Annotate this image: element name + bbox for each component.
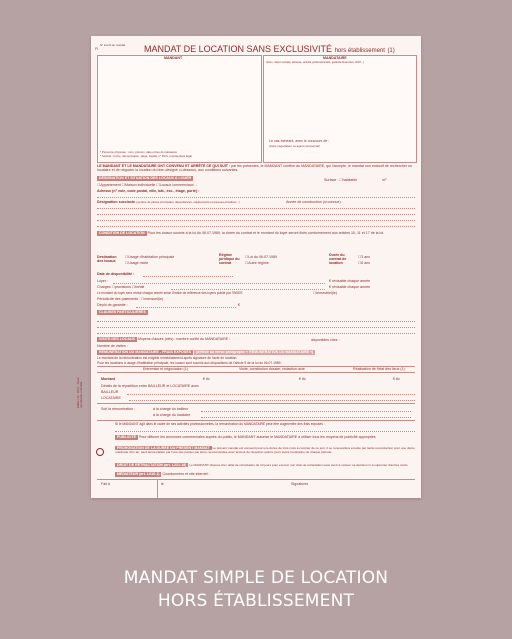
conditions-text: Pour les locaux soumis à la loi du 06.07.1989, la durée du contrat et le montant du loyer seront fixés conformément aux articles 10, 11 et 17 de la loi. (147, 231, 385, 235)
rem-other-label: Soit la rémunération : (101, 407, 136, 411)
rem-locataire: LOCATAIRE (101, 396, 121, 400)
checkbox-icon[interactable]: ☐ (125, 261, 129, 265)
m2-unit: m² (382, 178, 387, 182)
check-other: ... (194, 183, 198, 187)
mandate-form-sheet (76, 36, 421, 498)
duration-label: Durée du contrat de location (329, 253, 347, 266)
renewal-text: Le présent mandat est consenti pour une durée de trois mois à compter de ce jour. Il se renouvellera ensuite par tacite reconduction pour une durée maximale d'un an, sauf dénonciation par l'une des parties par lettre recommandée avec accusé de réception quinze jours avant l'expiration de chaque période. (115, 446, 415, 454)
form-title-footnote: (1) (387, 48, 395, 54)
visits-row (97, 337, 230, 342)
retraction-text: Le MANDANT dispose d'un délai de rétractation de 14 jours pour exercer son droit de rétractation sans avoir à motiver sa décision ni à supporter d'autres coûts. (189, 463, 409, 467)
visits-keys: Nombre de visites : (97, 344, 128, 348)
three-years[interactable] (358, 255, 370, 259)
rem-owner-line[interactable] (201, 411, 411, 412)
rem-ttc-1: € ttc (203, 377, 210, 381)
rem-locataire-line[interactable] (129, 400, 415, 401)
made-at-label: Fait à (101, 482, 110, 486)
caption-line-2: HORS ÉTABLISSEMENT (157, 591, 355, 611)
checkbox-icon[interactable]: ☐ (111, 285, 115, 289)
rem-bailleur: BAILLEUR (101, 390, 119, 394)
retraction-bar: DROIT DE RÉTRACTATION (art. L221-18) (117, 463, 187, 467)
year-label: Année de construction (si connue) : (286, 200, 343, 204)
forfait-label: forfait (135, 285, 145, 289)
availability-line[interactable] (143, 276, 233, 277)
remuneration-note: (définie au verso paragraphe « RÉMUNÉRATION DU MANDATAIRE ») (196, 350, 314, 354)
pro-note: Si le MANDANT agit dans le cadre de ses activités professionnelles, la rémunération du MANDATAIRE peut être augmentée des frais exposés : (115, 422, 325, 426)
three-years-label: 3 ans (361, 255, 371, 259)
mediator-text: Coordonnées et site internet : (162, 472, 210, 476)
loi-1989[interactable] (245, 255, 277, 259)
renewal-bar: PROROGATION DE LA DURÉE DU PRÉSENT MANDAT (117, 446, 210, 450)
form-title-main: MANDAT DE LOCATION SANS EXCLUSIVITÉ (144, 44, 333, 54)
checkbox-icon[interactable]: ☐ (245, 261, 249, 265)
rem-ttc-2: € ttc (299, 377, 306, 381)
designation-bar: DÉSIGNATION ET SITUATION DES LOCAUX À LOUER (99, 176, 192, 180)
periodicity-row[interactable] (97, 297, 163, 301)
conditions-paragraph (97, 231, 415, 236)
pro-note-line[interactable] (115, 431, 415, 432)
rent-label: Loyer : (97, 279, 108, 283)
designation-checks[interactable] (97, 183, 198, 187)
rem-tenant-share: à la charge du locataire (153, 413, 191, 417)
deposit-line[interactable] (136, 307, 236, 308)
rem-sep (97, 420, 415, 421)
rem-table-bottom (97, 403, 415, 404)
checkbox-icon[interactable]: ☐ (339, 178, 343, 182)
remuneration-header (97, 350, 315, 355)
rent-line[interactable] (113, 283, 325, 284)
mandataire-bottom-sub: (Autre négociateur ou agent commercial) (269, 144, 320, 148)
index-period[interactable] (313, 291, 337, 295)
rem-owner-share: à la charge du bailleur (153, 407, 189, 411)
charges-line[interactable] (171, 289, 325, 290)
mandataire-hint: (Nom, raison sociale, adresse, activité professionnelle, garantie financière, RCP...) (266, 61, 364, 64)
signature-sep (97, 479, 415, 480)
charges-row[interactable] (97, 285, 144, 289)
charges-revision (329, 285, 370, 289)
checkbox-icon[interactable]: ☐ (97, 183, 101, 187)
usage-main-label: Usage d'habitation principale (128, 255, 175, 259)
details-line-2[interactable] (97, 214, 415, 215)
remuneration-bar: RÉMUNÉRATION DU MANDATAIRE - FRAIS EXPOSÉS (99, 350, 192, 354)
six-years[interactable] (358, 261, 370, 265)
check-house: Maison individuelle (125, 183, 156, 187)
renewal-paragraph (115, 446, 415, 461)
euro-unit: € (329, 285, 331, 289)
form-title-suffix: hors établissement (334, 48, 385, 54)
visits-bar: VISITE DES LOCAUX (99, 337, 135, 341)
mandant-hint-1: * Personne physique : nom, prénom, date et lieu de naissance (100, 150, 178, 154)
regime-label: Régime juridique du contrat (219, 253, 240, 266)
mandant-box[interactable] (97, 55, 262, 163)
charges-revision-label: révisable chaque année (332, 285, 371, 289)
usage-main[interactable] (125, 255, 174, 259)
other-regime[interactable] (245, 261, 269, 265)
checkbox-icon[interactable]: ☐ (141, 297, 145, 301)
publicity-bar: PUBLICITÉ (117, 435, 136, 439)
remuneration-line-1: Le montant de la rémunération est exigible immédiatement après signature de l'acte de location. (97, 356, 238, 360)
periodicity-label: Périodicité des paiements : (97, 297, 141, 301)
monthly-label: mensuel(le) (144, 297, 164, 301)
details-line-3[interactable] (97, 220, 415, 221)
euro-unit: € (329, 279, 331, 283)
caption-line-1: MANDAT SIMPLE DE LOCATION (123, 568, 389, 588)
publisher-logo-icon (96, 448, 104, 456)
corner-label: N° inscrit au mandat (100, 43, 126, 47)
clauses-line-3[interactable] (97, 333, 415, 334)
publicity-row (115, 435, 415, 440)
on-date: le (161, 482, 164, 486)
quarterly-label: trimestriel(le) (316, 291, 337, 295)
details-label: Désignation succincte (97, 200, 136, 204)
surface-field[interactable] (324, 178, 386, 182)
clauses-line-1[interactable] (97, 321, 415, 322)
address-line[interactable] (97, 197, 415, 198)
visits-text: Moyens d'accès (clés) : nombre confié au MANDATAIRE : (137, 337, 231, 341)
special-clauses-bar: CLAUSES PARTICULIÈRES (99, 310, 146, 314)
checkbox-icon[interactable]: ☐ (358, 261, 362, 265)
mandant-hint-2: * Société : forme, dénomination, siège, capital, n° RCS, représentant légal (100, 154, 192, 158)
made-at-row[interactable] (101, 482, 110, 486)
rent-revision (329, 279, 370, 283)
remuneration-line-2: Pour les locations à usage d'habitation principale, les locaux sont soumis aux dispositions de l'article 5 de la loi du 06.07.1989 : (97, 361, 283, 365)
provisions-label: provisions (114, 285, 132, 289)
usage-mixed[interactable] (125, 261, 148, 265)
signature-divider (157, 479, 158, 498)
charges-label: Charges (97, 285, 111, 289)
other-regime-label: Autre régime (248, 261, 269, 265)
loi-1989-label: Loi du 06.07.1989 (248, 255, 278, 259)
rem-ttc-3: € ttc (393, 377, 400, 381)
deposit-label: Dépôt de garantie : (97, 303, 128, 307)
side-note: Édition 12 - 2021 - Toute reproduction interdite (76, 377, 83, 408)
mandataire-bottom-hint: Le cas échéant, avec le concours de : (269, 139, 330, 143)
rem-col-1: Entremise et négociation (1) (143, 367, 188, 371)
rem-bailleur-line[interactable] (127, 394, 415, 395)
habitable-label: habitable (342, 178, 358, 182)
intro-bold: LE MANDANT ET LE MANDATAIRE ONT CONVENU ET ARRÊTÉ CE QUI SUIT : (97, 164, 231, 168)
rem-col-2: Visite, constitution dossier, rédaction acte (239, 367, 305, 371)
check-commercial: Locaux commerciaux (159, 183, 194, 187)
checkbox-icon[interactable]: ☐ (358, 255, 362, 259)
details-row (97, 200, 240, 204)
retraction-paragraph (115, 463, 415, 471)
mandataire-label: MANDATAIRE (323, 56, 347, 60)
check-apartment: Appartement (100, 183, 121, 187)
destination-label: Destination des locaux (97, 255, 117, 264)
intro-text: par les présentes, le MANDANT confère au MANDATAIRE, qui l'accepte, le mandat non exclusif de rechercher un locataire et de négocier la location du bien désigné ci-dessous, aux conditions suivantes. (97, 164, 412, 173)
rem-split-label: Détails de la répartition entre BAILLEUR et LOCATAIRE avec (101, 384, 199, 388)
checkbox-icon[interactable]: ☐ (132, 285, 136, 289)
rem-col-3: Réalisation de l'état des lieux (1) (353, 367, 405, 371)
checkbox-icon[interactable]: ☐ (156, 183, 160, 187)
mediator-row (115, 472, 210, 477)
publicity-text: Pour diffuser les annonces commerciales auprès du public, le MANDANT autorise le MANDATAIRE à utiliser tous les moyens de publicité appropriés (138, 435, 376, 439)
rem-tenant-line[interactable] (201, 417, 411, 418)
details-hint: (nombre de pièces principales, dépendances, équipements et annexes privatives...) (136, 200, 240, 204)
details-line-4[interactable] (97, 226, 415, 227)
surface-label: Surface : (324, 178, 339, 182)
corner-code: FI (95, 47, 99, 51)
conditions-bar: CONDITION DE LOCATION (99, 231, 145, 235)
availability-label: Date de disponibilité : (97, 272, 135, 276)
mandant-label: MANDANT (164, 56, 183, 60)
index-label: Le montant du loyer sera révisé chaque année selon l'indice de référence des loyers publié par l'INSEE (97, 291, 243, 295)
rem-amount-label: Montant (101, 377, 115, 381)
checkbox-icon[interactable]: ☐ (245, 255, 249, 259)
euro-unit: € (238, 303, 240, 307)
intro-paragraph (97, 164, 415, 172)
details-line-1[interactable] (97, 208, 415, 209)
rent-revision-label: révisable chaque année (332, 279, 371, 283)
checkbox-icon[interactable]: ☐ (313, 291, 317, 295)
clauses-line-2[interactable] (97, 327, 415, 328)
checkbox-icon[interactable]: ☐ (121, 183, 126, 187)
address-label: Adresse (n° voie, code postal, ville, bât., esc., étage, porte) : (97, 189, 200, 193)
rem-table-mid (97, 372, 415, 373)
mediator-bar: MÉDIATEUR (art. L616-1) (117, 472, 160, 476)
signatures-label: Signatures (291, 482, 309, 486)
visits-available: disponibles chez : (311, 338, 340, 342)
usage-mixed-label: Usage mixte (128, 261, 149, 265)
six-years-label: 6 ans (361, 261, 371, 265)
checkbox-icon[interactable]: ☐ (125, 255, 129, 259)
